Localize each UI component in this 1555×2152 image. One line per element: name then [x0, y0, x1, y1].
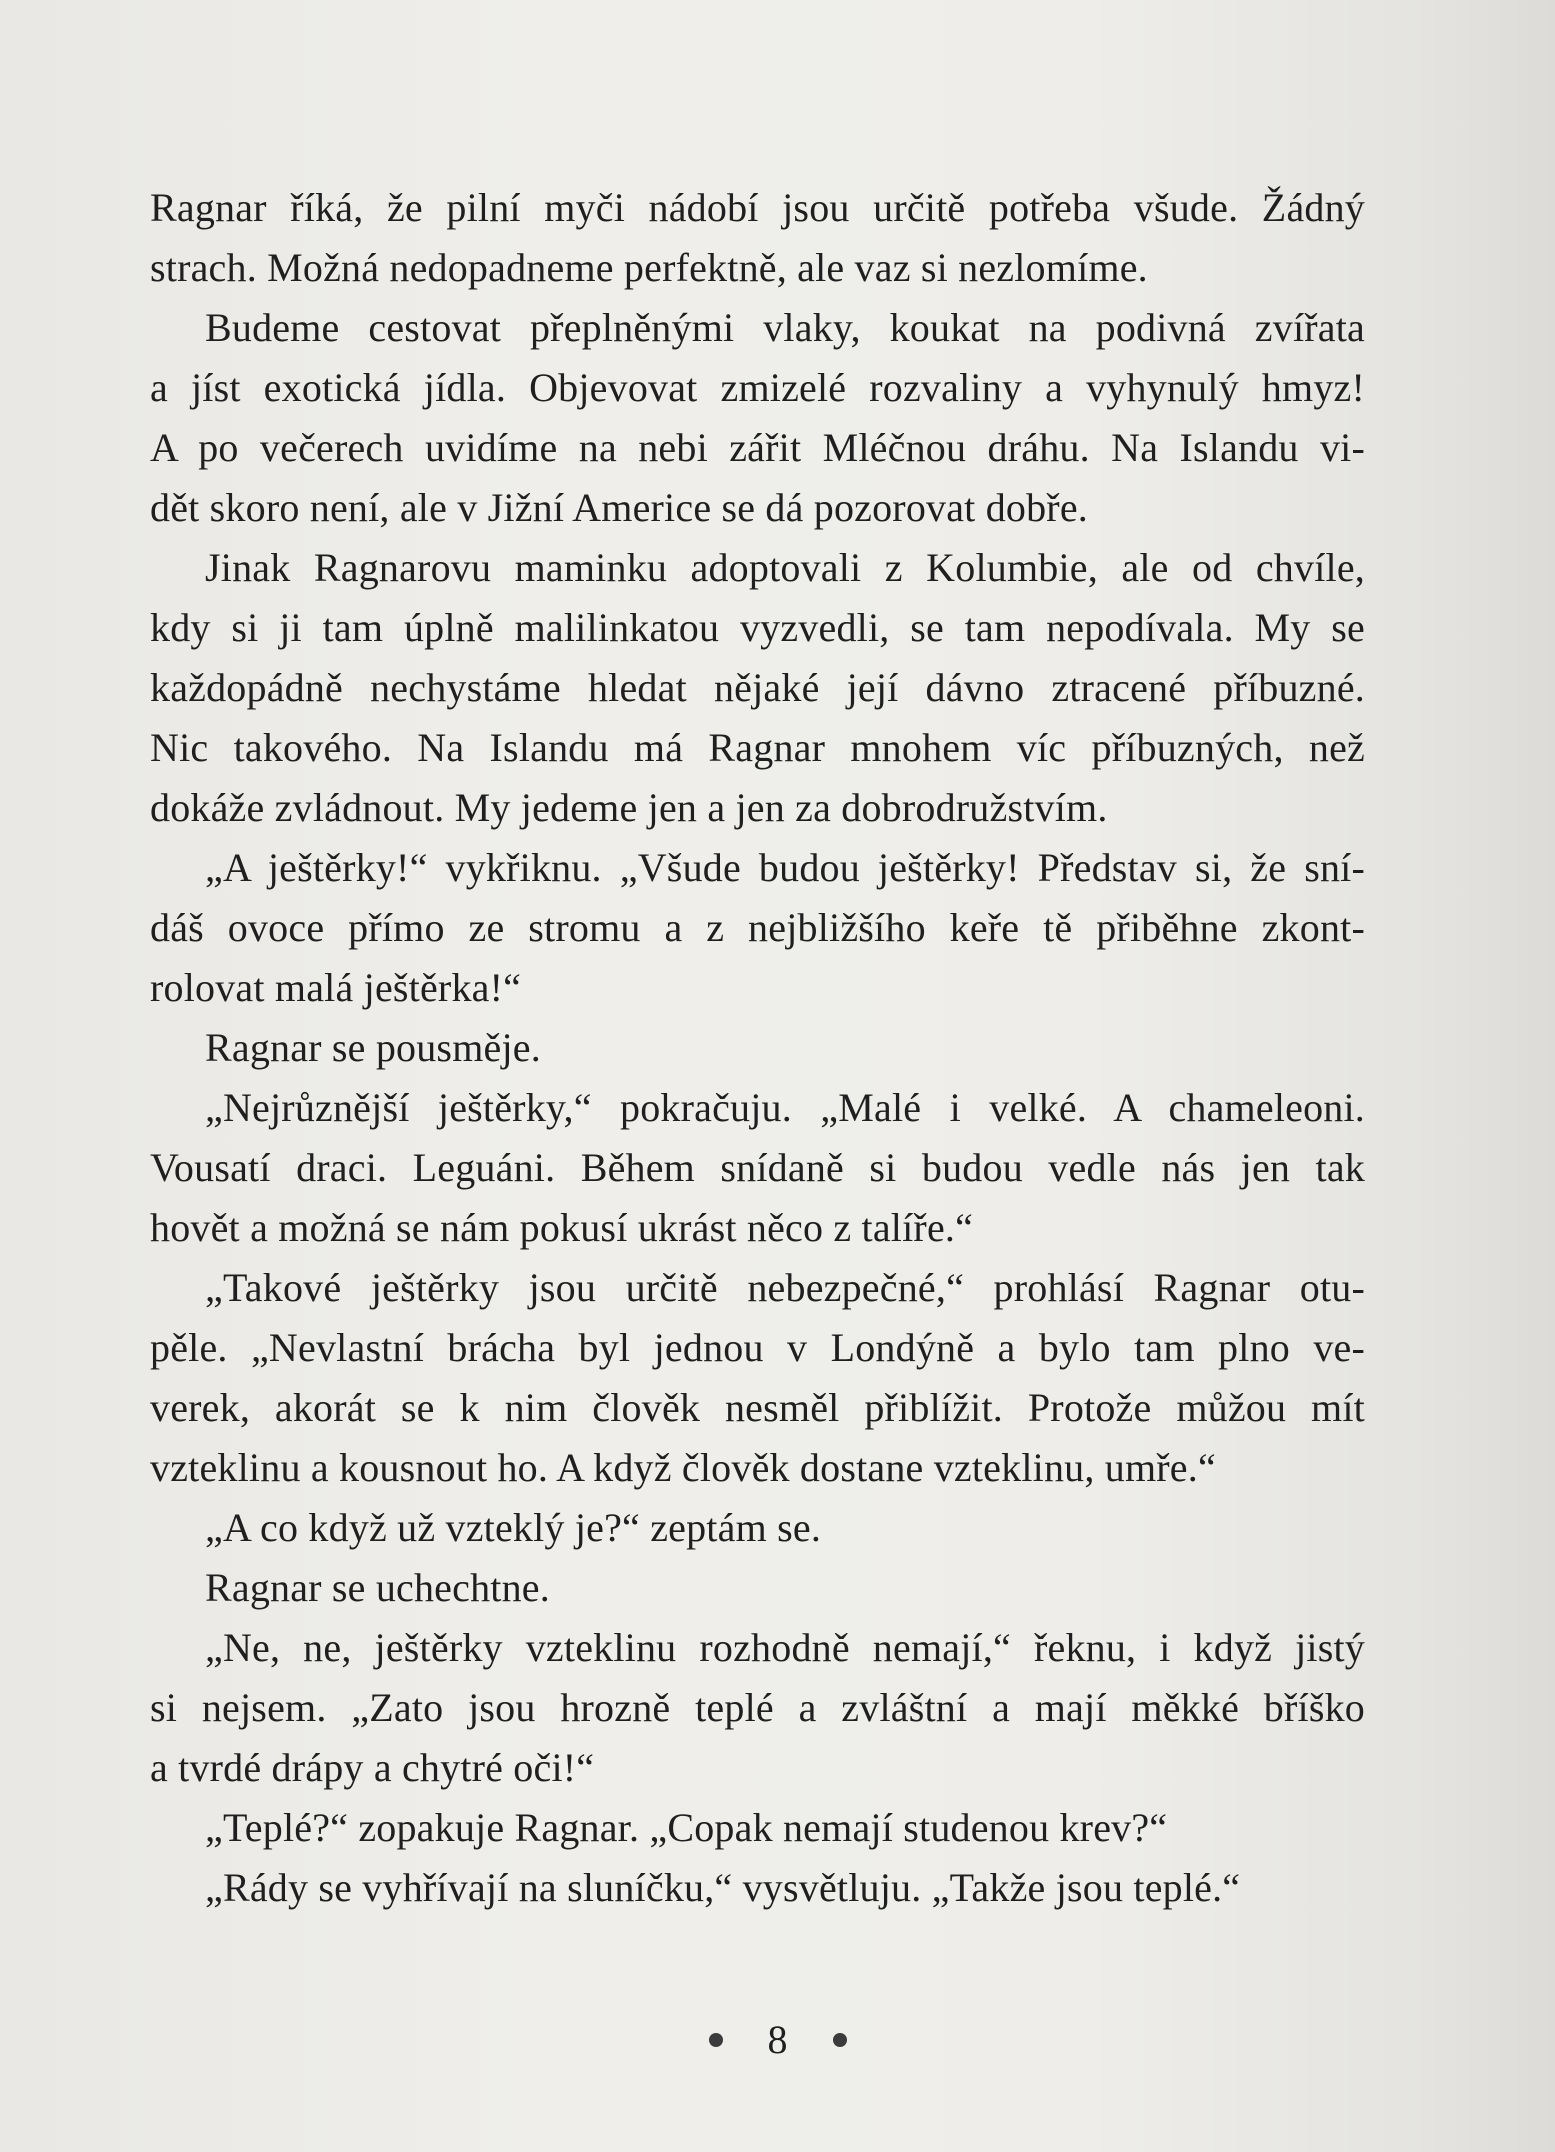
text-line: „Nejrůznější ještěrky,“ pokračuju. „Malé i velké. A chameleoni. — [205, 1085, 1365, 1130]
text-line: hovět a možná se nám pokusí ukrást něco z talíře.“ — [150, 1205, 974, 1250]
text-line: A po večerech uvidíme na nebi zářit Mléčnou dráhu. Na Islandu vi- — [150, 425, 1365, 470]
text-line: Jinak Ragnarovu maminku adoptovali z Kolumbie, ale od chvíle, — [205, 545, 1365, 590]
text-line: „Rády se vyhřívají na sluníčku,“ vysvětluju. „Takže jsou teplé.“ — [205, 1865, 1241, 1910]
text-line: každopádně nechystáme hledat nějaké její dávno ztracené příbuzné. — [150, 665, 1365, 710]
page-footer — [0, 2010, 1555, 2070]
text-line: Vousatí draci. Leguáni. Během snídaně si budou vedle nás jen tak — [150, 1145, 1365, 1190]
text-line: Budeme cestovat přeplněnými vlaky, koukat na podivná zvířata — [205, 305, 1365, 350]
text-line: „A ještěrky!“ vykřiknu. „Všude budou ještěrky! Představ si, že sní- — [205, 845, 1365, 890]
body-text — [150, 178, 1365, 1918]
text-line: a jíst exotická jídla. Objevovat zmizelé rozvaliny a vyhynulý hmyz! — [150, 365, 1365, 410]
text-line: dět skoro není, ale v Jižní Americe se dá pozorovat dobře. — [150, 485, 1088, 530]
text-line: „Takové ještěrky jsou určitě nebezpečné,“ prohlásí Ragnar otu- — [205, 1265, 1365, 1310]
page-number: 8 — [767, 2017, 788, 2062]
text-line: „A co když už vzteklý je?“ zeptám se. — [205, 1505, 822, 1550]
text-line: Nic takového. Na Islandu má Ragnar mnohem víc příbuzných, než — [150, 725, 1365, 770]
text-line: vzteklinu a kousnout ho. A když člověk dostane vzteklinu, umře.“ — [150, 1445, 1216, 1490]
text-line: dokáže zvládnout. My jedeme jen a jen za dobrodružstvím. — [150, 785, 1108, 830]
text-line: dáš ovoce přímo ze stromu a z nejbližšího keře tě přiběhne zkont- — [150, 905, 1365, 950]
text-line: si nejsem. „Zato jsou hrozně teplé a zvláštní a mají měkké bříško — [150, 1685, 1365, 1730]
text-line: pěle. „Nevlastní brácha byl jednou v Londýně a bylo tam plno ve- — [150, 1325, 1365, 1370]
text-line: rolovat malá ještěrka!“ — [150, 965, 522, 1010]
text-line: „Ne, ne, ještěrky vzteklinu rozhodně nemají,“ řeknu, i když jistý — [205, 1625, 1365, 1670]
text-line: verek, akorát se k nim člověk nesměl přiblížit. Protože můžou mít — [150, 1385, 1365, 1430]
text-line: „Teplé?“ zopakuje Ragnar. „Copak nemají studenou krev?“ — [205, 1805, 1168, 1850]
footer-dot-left — [709, 2033, 723, 2047]
text-line: Ragnar se uchechtne. — [205, 1565, 550, 1610]
text-line: Ragnar se pousměje. — [205, 1025, 541, 1070]
text-line: Ragnar říká, že pilní myči nádobí jsou určitě potřeba všude. Žádný — [150, 185, 1365, 230]
text-line: kdy si ji tam úplně malilinkatou vyzvedli, se tam nepodívala. My se — [150, 605, 1365, 650]
footer-dot-right — [833, 2033, 847, 2047]
text-line: a tvrdé drápy a chytré oči!“ — [150, 1745, 595, 1790]
text-line: strach. Možná nedopadneme perfektně, ale vaz si nezlomíme. — [150, 245, 1148, 290]
